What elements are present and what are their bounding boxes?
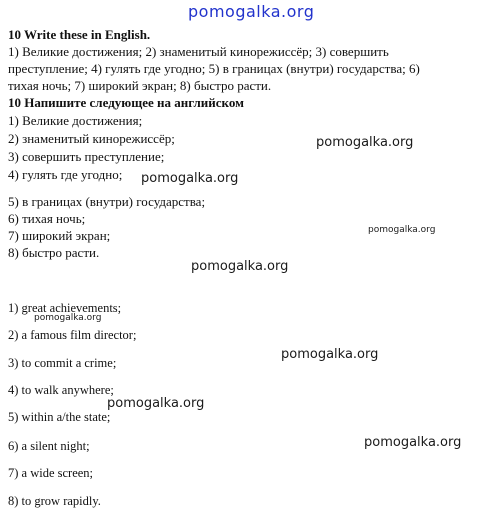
site-watermark: pomogalka.org xyxy=(364,435,462,450)
russian-list-item: 7) широкий экран; xyxy=(8,228,111,243)
russian-list-item: 8) быстро расти. xyxy=(8,245,100,260)
russian-list-item: 6) тихая ночь; xyxy=(8,211,86,226)
english-answer-item: 7) a wide screen; xyxy=(8,466,94,480)
russian-list-item: 1) Великие достижения; xyxy=(8,113,143,128)
russian-list-item: 4) гулять где угодно; xyxy=(8,167,123,182)
site-watermark-top: pomogalka.org xyxy=(188,2,315,21)
english-answer-item: 1) great achievements; xyxy=(8,301,122,315)
russian-list-item: 5) в границах (внутри) государства; xyxy=(8,194,206,209)
russian-list-item: 3) совершить преступление; xyxy=(8,149,165,164)
task-heading-russian: 10 Напишите следующее на английском xyxy=(8,95,244,110)
english-answer-item: 2) a famous film director; xyxy=(8,328,137,342)
site-watermark: pomogalka.org xyxy=(191,259,289,274)
site-watermark: pomogalka.org xyxy=(107,396,205,411)
russian-list-item: 2) знаменитый кинорежиссёр; xyxy=(8,131,175,146)
site-watermark: pomogalka.org xyxy=(316,135,414,150)
english-answer-item: 8) to grow rapidly. xyxy=(8,494,101,508)
site-watermark: pomogalka.org xyxy=(281,347,379,362)
english-answer-item: 6) a silent night; xyxy=(8,439,90,453)
site-watermark-small: pomogalka.org xyxy=(34,313,102,323)
task-intro-line: 1) Великие достижения; 2) знаменитый кинорежиссёр; 3) совершить xyxy=(8,44,389,59)
site-watermark-small: pomogalka.org xyxy=(368,225,436,235)
task-heading-english: 10 Write these in English. xyxy=(8,27,151,42)
english-answer-item: 4) to walk anywhere; xyxy=(8,383,114,397)
task-intro-line: преступление; 4) гулять где угодно; 5) в границах (внутри) государства; 6) xyxy=(8,61,420,76)
site-watermark: pomogalka.org xyxy=(141,171,239,186)
task-intro-line: тихая ночь; 7) широкий экран; 8) быстро расти. xyxy=(8,78,272,93)
english-answer-item: 5) within a/the state; xyxy=(8,410,111,424)
english-answer-item: 3) to commit a crime; xyxy=(8,356,117,370)
